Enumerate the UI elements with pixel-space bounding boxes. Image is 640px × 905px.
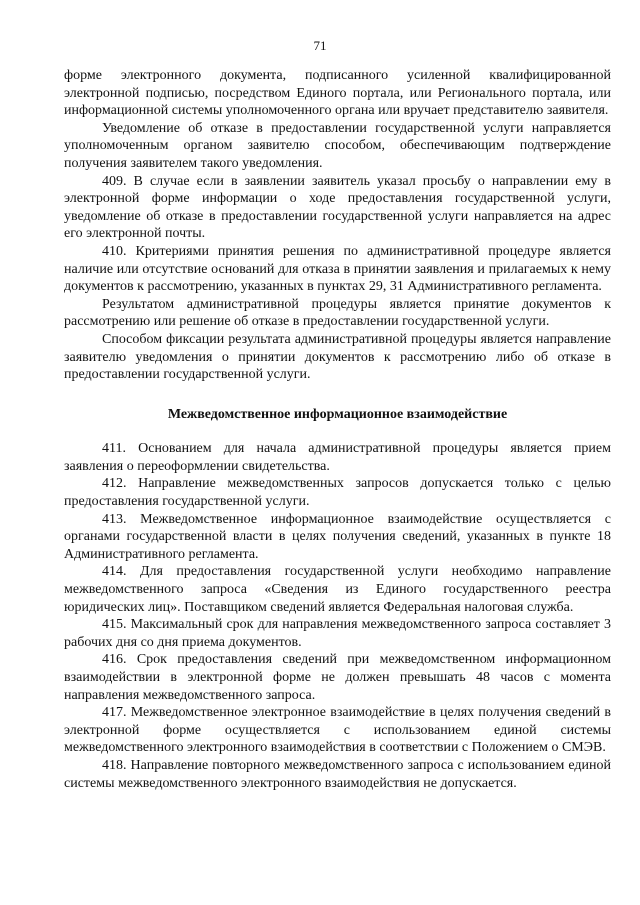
paragraph: Уведомление об отказе в предоставлении государственной услуги направляется уполномоченным органом заявителю способом, обеспечивающим подтверждение получения заявителем такого уведомления. xyxy=(64,120,611,171)
paragraph: 414. Для предоставления государственной услуги необходимо направление межведомственного запроса «Сведения из Единого государственного реестра юридических лиц». Поставщиком сведений является Федеральная налоговая служба. xyxy=(64,564,611,615)
document-body xyxy=(64,67,611,792)
paragraph: форме электронного документа, подписанного усиленной квалифицированной электронной подписью, посредством Единого портала, или Регионального портала, или информационной системы уполномоченного органа или вручает представителю заявителя. xyxy=(64,68,611,119)
page-number: 71 xyxy=(313,38,327,53)
paragraph: 409. В случае если в заявлении заявитель указал просьбу о направлении ему в электронной форме информации о ходе предоставления государственной услуги, уведомление об отказе в предоставлении государственной услуги направляется на адрес его электронной почты. xyxy=(64,173,611,242)
paragraph: Результатом административной процедуры является принятие документов к рассмотрению или решение об отказе в предоставлении государственной услуги. xyxy=(64,296,611,330)
paragraph: 416. Срок предоставления сведений при межведомственном информационном взаимодействии в электронной форме не должен превышать 48 часов с момента направления межведомственного запроса. xyxy=(64,652,611,703)
paragraph: Способом фиксации результата административной процедуры является направление заявителю уведомления о принятии документов к рассмотрению либо об отказе в предоставлении государственной услуги. xyxy=(64,331,611,383)
paragraph: 410. Критериями принятия решения по административной процедуре является наличие или отсутствие оснований для отказа в принятии заявления и прилагаемых к нему документов к рассмотрению, указанных в пунктах 29, 31 Административного регламента. xyxy=(64,243,611,295)
paragraph: 413. Межведомственное информационное взаимодействие осуществляется с органами государственной власти в целях получения сведений, указанных в пункте 18 Административного регламента. xyxy=(64,511,611,562)
paragraph: 417. Межведомственное электронное взаимодействие в целях получения сведений в электронной форме осуществляется с использованием единой системы межведомственного электронного взаимодействия в соответствии с Положением о СМЭВ. xyxy=(64,705,611,756)
paragraph: 411. Основанием для начала административной процедуры является прием заявления о переоформлении свидетельства. xyxy=(64,441,611,474)
paragraph: 415. Максимальный срок для направления межведомственного запроса составляет 3 рабочих дня со дня приема документов. xyxy=(64,617,611,650)
section-heading: Межведомственное информационное взаимодействие xyxy=(167,406,508,422)
paragraph: 418. Направление повторного межведомственного запроса с использованием единой системы межведомственного электронного взаимодействия не допускается. xyxy=(64,757,611,791)
paragraph: 412. Направление межведомственных запросов допускается только с целью предоставления государственной услуги. xyxy=(64,476,611,510)
